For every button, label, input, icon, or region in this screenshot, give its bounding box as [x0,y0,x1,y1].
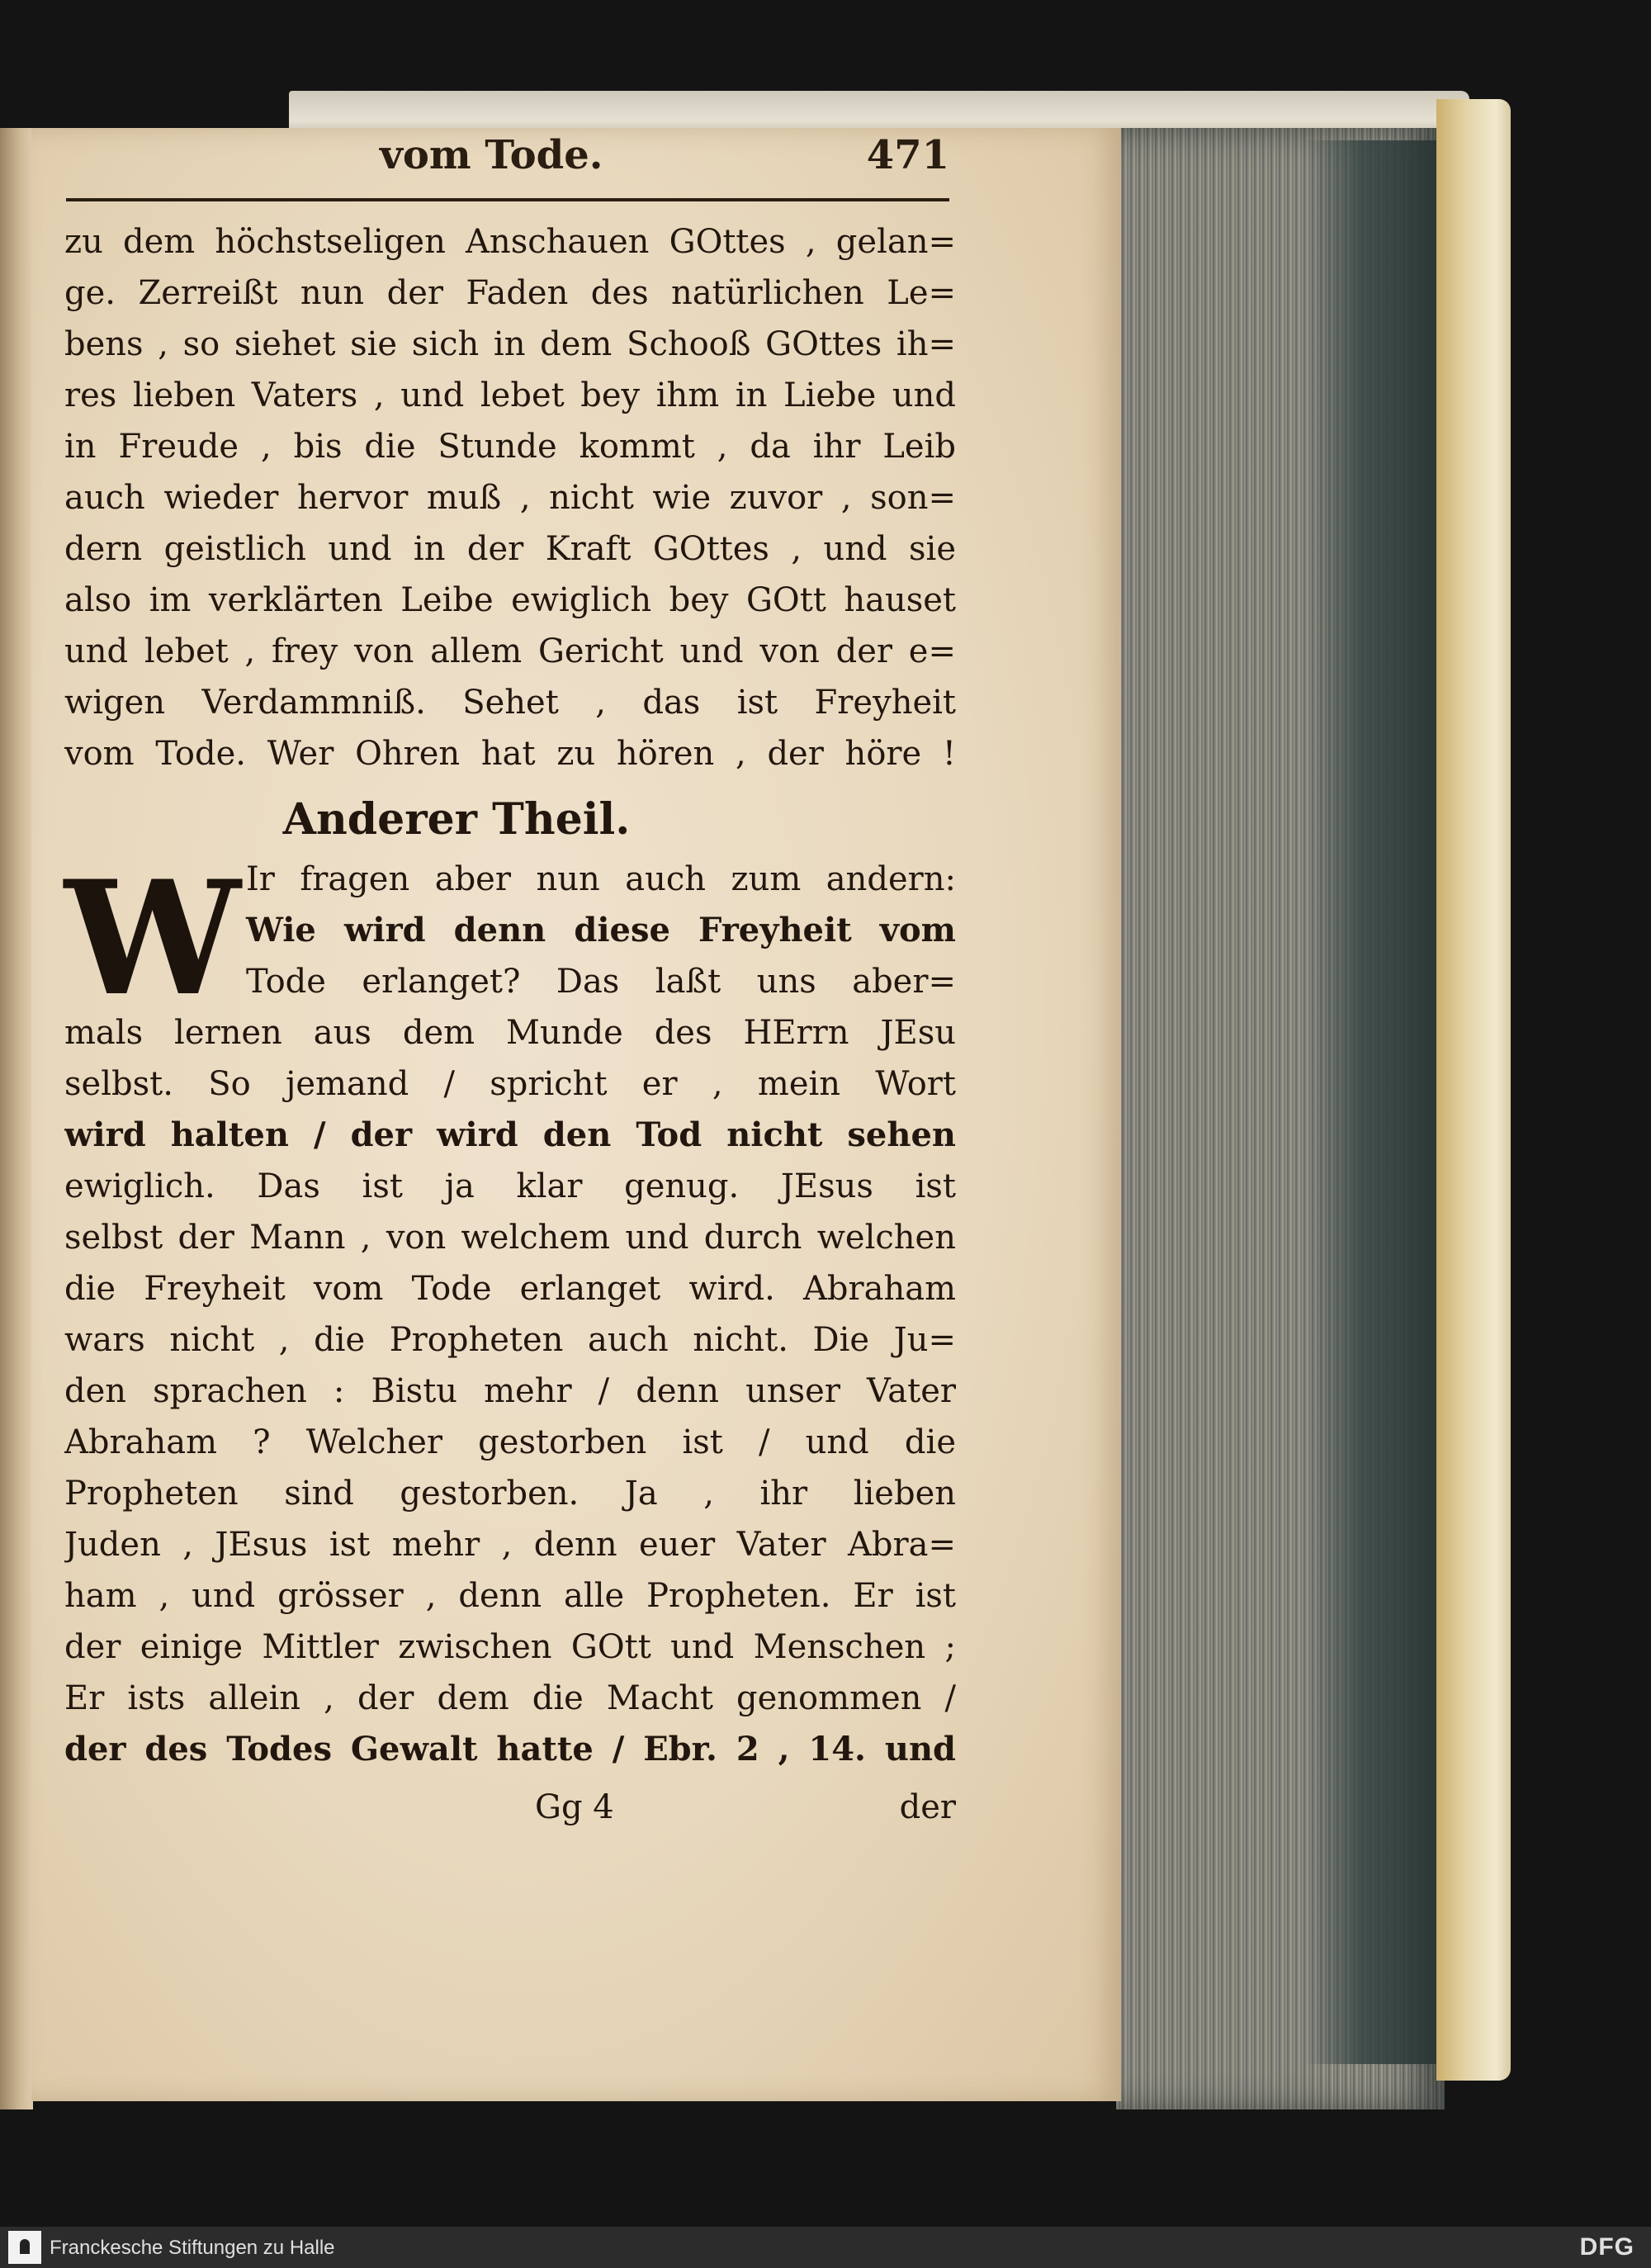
funder-logo: DFG [1579,2233,1634,2261]
dropcap-paragraph [64,846,956,1030]
text-line: der des Todes Gewalt hatte / Ebr. 2 , 14. und [64,1730,956,1768]
text-line: bens , so siehet sie sich in dem Schooß GOttes ih= [64,325,956,363]
text-line: selbst. So jemand / spricht er , mein Wort [64,1065,956,1103]
dropcap-initial: W [64,846,241,1030]
text-line: zu dem höchstseligen Anschauen GOttes , gelan= [64,223,956,261]
left-page-edge [0,128,33,2109]
page-number: 471 [866,132,949,178]
text-line: die Freyheit vom Tode erlanget wird. Abraham [64,1270,956,1308]
logo-mark-icon [20,2239,30,2254]
text-line: Ir fragen aber nun auch zum andern: [246,860,956,898]
institution-name: Franckesche Stiftungen zu Halle [50,2237,335,2259]
text-line: Wie wird denn diese Freyheit vom [246,911,956,949]
section-heading: Anderer Theil. [282,794,631,845]
text-line: mals lernen aus dem Munde des HErrn JEsu [64,1014,956,1052]
text-line: res lieben Vaters , und lebet bey ihm in Liebe und [64,376,956,414]
text-line: Propheten sind gestorben. Ja , ihr lieben [64,1475,956,1513]
text-line: wars nicht , die Propheten auch nicht. Die Ju= [64,1321,956,1359]
text-line: und lebet , frey von allem Gericht und von der e= [64,632,956,670]
text-line: wigen Verdammniß. Sehet , das ist Freyheit [64,684,956,722]
text-line: wird halten / der wird den Tod nicht sehen [64,1115,956,1154]
text-line: Juden , JEsus ist mehr , denn euer Vater Abra= [64,1526,956,1564]
page-block-shadow [1304,140,1445,2064]
text-line: ge. Zerreißt nun der Faden des natürlichen Le= [64,274,956,312]
text-line: den sprachen : Bistu mehr / denn unser Vater [64,1372,956,1410]
text-line: ham , und grösser , denn alle Propheten. Er ist [64,1577,956,1615]
catchword: der [899,1788,956,1826]
running-head-title: vom Tode. [380,132,603,178]
text-line: vom Tode. Wer Ohren hat zu hören , der höre ! [64,735,956,773]
institution-logo-icon [8,2231,41,2264]
text-line: auch wieder hervor muß , nicht wie zuvor , son= [64,479,956,517]
text-line: Er ists allein , der dem die Macht genommen / [64,1679,956,1717]
signature-mark: Gg 4 [535,1788,614,1826]
text-line: ewiglich. Das ist ja klar genug. JEsus ist [64,1167,956,1205]
text-line: in Freude , bis die Stunde kommt , da ihr Leib [64,428,956,466]
page-foot [64,1782,956,1833]
footer-bar [0,2227,1651,2268]
text-line: der einige Mittler zwischen GOtt und Menschen ; [64,1628,956,1666]
running-head [66,132,949,190]
head-rule [66,198,949,201]
text-line: also im verklärten Leibe ewiglich bey GOtt hauset [64,581,956,619]
text-line: Tode erlanget? Das laßt uns aber= [246,963,956,1001]
text-line: dern geistlich und in der Kraft GOttes , und sie [64,530,956,568]
book-cover-right [1436,99,1511,2081]
text-line: selbst der Mann , von welchem und durch welchen [64,1219,956,1257]
text-line: Abraham ? Welcher gestorben ist / und die [64,1423,956,1461]
body-text [64,216,956,1833]
